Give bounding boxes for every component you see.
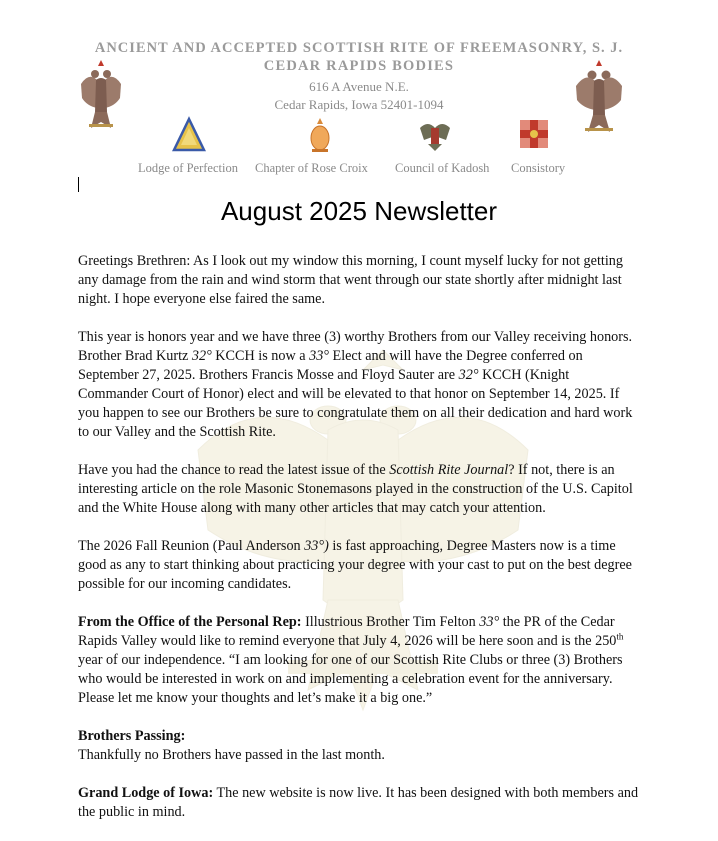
brothers-passing-paragraph: Thankfully no Brothers have passed in the last month. (78, 747, 385, 763)
lodge-of-perfection-label: Lodge of Perfection (138, 161, 238, 175)
organization-name: ANCIENT AND ACCEPTED SCOTTISH RITE OF FREEMASONRY, S. J. (94, 40, 624, 56)
text-cursor (78, 177, 79, 192)
newsletter-title: August 2025 Newsletter (220, 196, 498, 226)
pelican-emblem-icon (306, 116, 334, 154)
consistory-label: Consistory (511, 161, 566, 175)
council-of-kadosh-label: Council of Kadosh (395, 161, 490, 175)
reunion-paragraph: The 2026 Fall Reunion (Paul Anderson 33°) is fast approaching, Degree Masters now is a time good as any to start thinking about practicing your degree with your cast to put on the best degree possible for our incoming candidates. (78, 538, 632, 592)
triangle-emblem-icon (172, 116, 206, 154)
chapter-of-rose-croix-label: Chapter of Rose Croix (255, 161, 368, 175)
double-eagle-right-icon (574, 58, 624, 138)
brothers-passing-heading: Brothers Passing: (78, 728, 186, 744)
journal-paragraph: Have you had the chance to read the latest issue of the Scottish Rite Journal? If not, there is an interesting article on the role Masonic Stonemasons played in the construction of the U.S. Capitol and the White House along with many other articles that may catch your attention. (78, 462, 633, 516)
greeting-paragraph: Greetings Brethren: As I look out my window this morning, I count myself lucky for not getting any damage from the rain and wind storm that went through our state shortly after midnight last night. I hope everyone else faired the same. (78, 253, 623, 307)
honors-paragraph: This year is honors year and we have three (3) worthy Brothers from our Valley receiving honors. Brother Brad Kurtz 32° KCCH is now a 33° Elect and will have the Degree conferred on September 27, 2025. Brothers Francis Mosse and Floyd Sauter are 32° KCCH (Knight Commander Court of Honor) elect and will be elevated to that honor on September 14, 2025. If you happen to see our Brothers be sure to congratulate them on all their dedication and hard work to our Valley and the Scottish Rite. (78, 329, 633, 440)
eagle-emblem-icon (418, 116, 452, 152)
personal-rep-paragraph: From the Office of the Personal Rep: Illustrious Brother Tim Felton 33° the PR of the Cedar Rapids Valley would like to remind everyone that July 4, 2026 will be here soon and is the 250th year of our independence. “I am looking for one of our Scottish Rite Clubs or three (3) Brothers who would be interested in work on and implementing a celebration event for the anniversary. Please let me know your thoughts and let’s make it a big one.” (78, 614, 624, 706)
newsletter-body[interactable] (78, 252, 640, 841)
double-eagle-left-icon (79, 58, 123, 134)
address-street: 616 A Avenue N.E. (309, 79, 409, 94)
grand-lodge-paragraph: Grand Lodge of Iowa: The new website is now live. It has been designed with both members and the public in mind. (78, 785, 639, 820)
address-city: Cedar Rapids, Iowa 52401-1094 (274, 97, 444, 112)
bodies-name: CEDAR RAPIDS BODIES (263, 58, 455, 74)
cross-emblem-icon (516, 116, 552, 152)
